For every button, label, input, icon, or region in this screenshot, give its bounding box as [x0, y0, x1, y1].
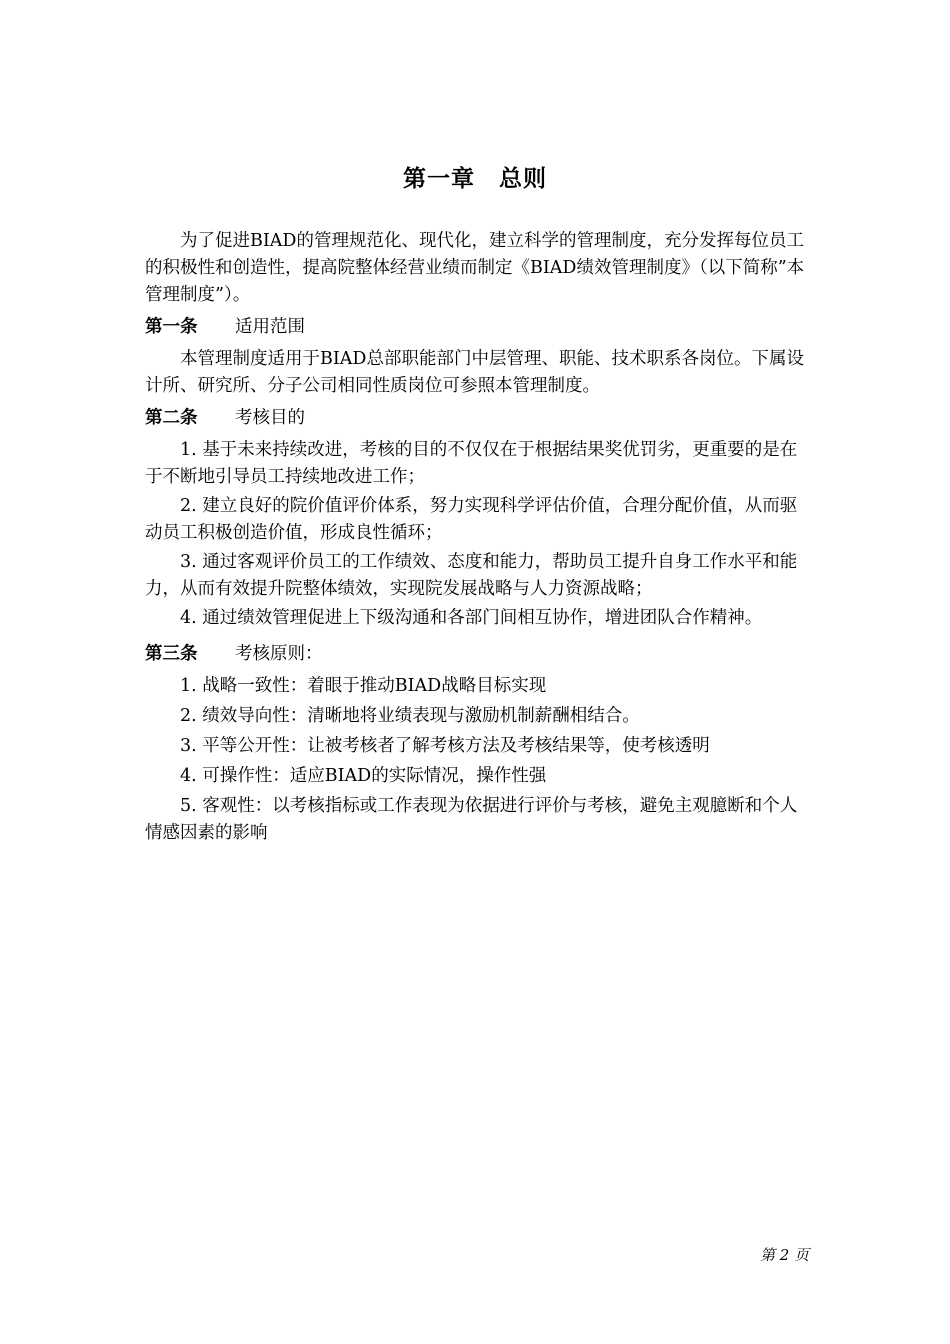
- article-3-item: 4. 可操作性：适应BIAD的实际情况，操作性强: [180, 766, 547, 786]
- article-1-heading: [145, 314, 813, 341]
- document-body: [145, 228, 813, 849]
- article-2-item: 1. 基于未来持续改进，考核的目的不仅仅在于根据结果奖优罚劣，更重要的是在于不断地引导员工持续地改进工作；: [145, 440, 798, 487]
- article-2-number: 第二条: [145, 408, 198, 428]
- article-3-item: 3. 平等公开性：让被考核者了解考核方法及考核结果等，使考核透明: [180, 736, 710, 756]
- article-1-text: 本管理制度适用于BIAD总部职能部门中层管理、职能、技术职系各岗位。下属设计所、研究所、分子公司相同性质岗位可参照本管理制度。: [145, 349, 804, 396]
- article-1-title: 适用范围: [235, 317, 305, 337]
- article-2-item: 4. 通过绩效管理促进上下级沟通和各部门间相互协作，增进团队合作精神。: [180, 608, 763, 628]
- article-3-title: 考核原则：: [235, 644, 323, 664]
- article-2-heading: [145, 405, 813, 432]
- article-3-item: 1. 战略一致性：着眼于推动BIAD战略目标实现: [180, 676, 547, 696]
- article-3-item: 5. 客观性：以考核指标或工作表现为依据进行评价与考核，避免主观臆断和个人情感因素的影响: [145, 796, 798, 843]
- article-3-number: 第三条: [145, 644, 198, 664]
- intro-paragraph: 为了促进BIAD的管理规范化、现代化，建立科学的管理制度，充分发挥每位员工的积极性和创造性，提高院整体经营业绩而制定《BIAD绩效管理制度》（以下简称”本管理制度”）。: [145, 231, 805, 305]
- article-3-item: 2. 绩效导向性：清晰地将业绩表现与激励机制薪酬相结合。: [180, 706, 640, 726]
- article-2-item: 2. 建立良好的院价值评价体系，努力实现科学评估价值，合理分配价值，从而驱动员工积极创造价值，形成良性循环；: [145, 496, 798, 543]
- chapter-title: 第一章 总则: [403, 165, 547, 192]
- article-2-item: 3. 通过客观评价员工的工作绩效、态度和能力，帮助员工提升自身工作水平和能力，从而有效提升院整体绩效，实现院发展战略与人力资源战略；: [145, 552, 798, 599]
- article-2-title: 考核目的: [235, 408, 305, 428]
- page-number: 第 2 页: [760, 1246, 810, 1264]
- article-1-number: 第一条: [145, 317, 198, 337]
- article-3-heading: [145, 641, 813, 668]
